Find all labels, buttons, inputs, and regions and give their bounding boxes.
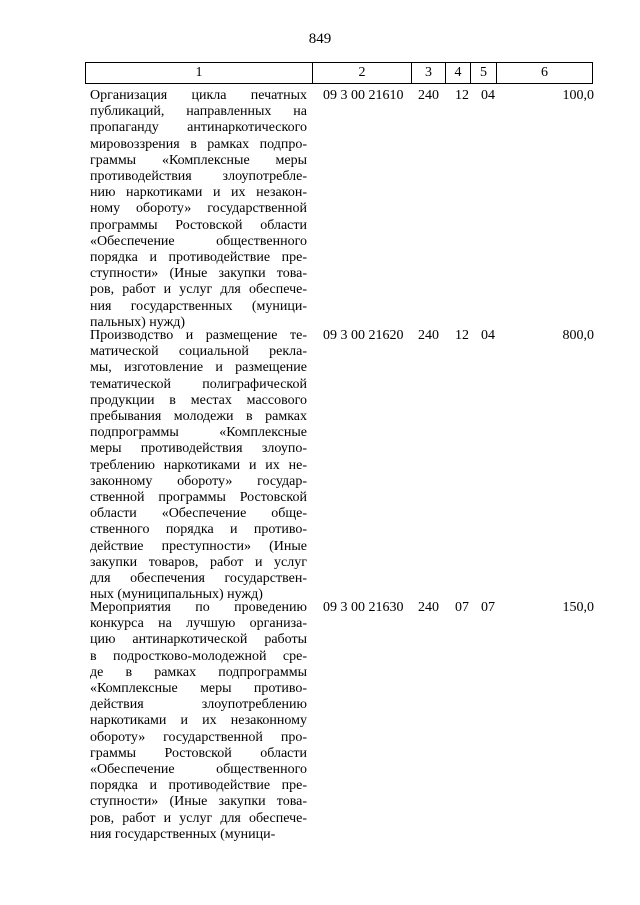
row-amount: 150,0	[562, 600, 594, 615]
description-line: пропаганду антинаркотического	[90, 120, 307, 136]
description-line: наркотиками и их незаконному	[90, 713, 307, 729]
description-line: Производство и размещение те-	[90, 328, 307, 343]
description-line: матической социальной рекла-	[90, 344, 307, 360]
column-header-2: 2	[313, 63, 412, 84]
column-header-3: 3	[412, 63, 446, 84]
column-header-6: 6	[497, 63, 593, 84]
description-line: для обеспечения государствен-	[90, 571, 307, 587]
description-line: пальных) нужд)	[90, 314, 186, 330]
description-line: мировоззрения в рамках подпро-	[90, 136, 307, 152]
description-line: действие преступности» (Иные	[90, 538, 307, 554]
row-amount: 100,0	[562, 88, 594, 103]
description-line: «Обеспечение общественного	[90, 762, 307, 778]
description-line: программы Ростовской области	[90, 217, 307, 233]
description-line: меры противодействия злоупо-	[90, 441, 307, 457]
description-line: ступности» (Иные закупки това-	[90, 266, 307, 282]
row-target-code: 09 3 00 21630	[323, 600, 404, 615]
description-line: ному обороту» государственной	[90, 201, 307, 217]
description-line: закупки товаров, работ и услуг	[90, 554, 307, 570]
column-header-1: 1	[86, 63, 313, 84]
description-line: тематической полиграфической	[90, 376, 307, 392]
description-line: в подростково-молодежной сре-	[90, 648, 307, 664]
row-expense-type: 240	[418, 88, 439, 103]
description-line: порядка и противодействие пре-	[90, 250, 307, 266]
description-line: ния государственных (муници-	[90, 826, 276, 842]
column-header-row	[86, 63, 593, 84]
description-line: пребывания молодежи в рамках	[90, 409, 307, 425]
row-expense-type: 240	[418, 600, 439, 615]
row-subsection: 04	[481, 328, 495, 343]
row-amount: 800,0	[562, 328, 594, 343]
description-line: ния государственных (муници-	[90, 298, 307, 314]
description-line: конкурса на лучшую организа-	[90, 616, 307, 632]
page-number: 849	[308, 31, 332, 47]
description-line: ственного порядка и противо-	[90, 522, 307, 538]
description-line: нию наркотиками и их незакон-	[90, 185, 307, 201]
description-line: треблению наркотиками и их не-	[90, 457, 307, 473]
row-description	[90, 600, 307, 843]
description-line: цию антинаркотической работы	[90, 632, 307, 648]
row-subsection: 04	[481, 88, 495, 103]
description-line: ственной программы Ростовской	[90, 490, 307, 506]
description-line: Мероприятия по проведению	[90, 600, 307, 615]
description-line: «Обеспечение общественного	[90, 233, 307, 249]
column-header-table	[85, 62, 593, 84]
description-line: продукции в местах массового	[90, 392, 307, 408]
description-line: «Комплексные меры противо-	[90, 681, 307, 697]
row-section: 07	[455, 600, 469, 615]
row-subsection: 07	[481, 600, 495, 615]
row-description	[90, 88, 307, 331]
description-line: законному обороту» государ-	[90, 473, 307, 489]
description-line: ров, работ и услуг для обеспече-	[90, 810, 307, 826]
description-line: подпрограммы «Комплексные	[90, 425, 307, 441]
row-section: 12	[455, 88, 469, 103]
description-line: де в рамках подпрограммы	[90, 664, 307, 680]
row-description	[90, 328, 307, 603]
description-line: ных (муниципальных) нужд)	[90, 587, 263, 603]
row-target-code: 09 3 00 21620	[323, 328, 404, 343]
description-line: ров, работ и услуг для обеспече-	[90, 282, 307, 298]
description-line: противодействия злоупотребле-	[90, 169, 307, 185]
description-line: Организация цикла печатных	[90, 88, 307, 103]
row-section: 12	[455, 328, 469, 343]
description-line: ступности» (Иные закупки това-	[90, 794, 307, 810]
description-line: действия злоупотреблению	[90, 697, 307, 713]
row-expense-type: 240	[418, 328, 439, 343]
description-line: граммы Ростовской области	[90, 745, 307, 761]
description-line: области «Обеспечение обще-	[90, 506, 307, 522]
description-line: обороту» государственной про-	[90, 729, 307, 745]
description-line: порядка и противодействие пре-	[90, 778, 307, 794]
description-line: граммы «Комплексные меры	[90, 152, 307, 168]
description-line: мы, изготовление и размещение	[90, 360, 307, 376]
column-header-5: 5	[471, 63, 497, 84]
row-target-code: 09 3 00 21610	[323, 88, 404, 103]
description-line: публикаций, направленных на	[90, 104, 307, 120]
column-header-4: 4	[446, 63, 471, 84]
